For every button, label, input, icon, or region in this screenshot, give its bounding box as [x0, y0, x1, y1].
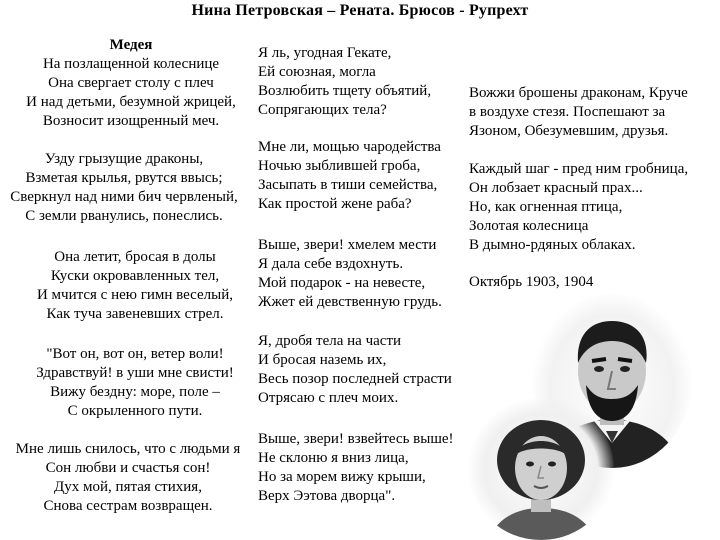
- poem-line: Каждый шаг - пред ним гробница,: [469, 161, 689, 177]
- left-stanza-2: [0, 150, 248, 226]
- poem-line: Верх Ээтова дворца".: [258, 488, 396, 504]
- poem-line: Мне ли, мощью чародейства: [258, 139, 441, 155]
- poem-line: Сон любви и счастья сон!: [45, 460, 211, 476]
- poem-line: Возлюбить тщету объятий,: [258, 83, 432, 99]
- right-stanza-2: [469, 160, 688, 255]
- poem-line: С земли рванулись, понеслись.: [25, 208, 223, 224]
- poem-line: Здравствуй! в уши мне свисти!: [36, 365, 234, 381]
- poem-line: В дымно-рдяных облаках.: [469, 237, 636, 253]
- poem-line: Золотая колесница: [469, 218, 589, 234]
- left-stanza-1: [15, 36, 247, 131]
- poem-line: И мчится с нею гимн веселый,: [36, 287, 234, 303]
- poem-line: Выше, звери! взвейтесь выше!: [258, 431, 454, 447]
- poem-line: Весь позор последней страсти: [258, 371, 452, 387]
- poem-line: Ей союзная, могла: [258, 64, 376, 80]
- middle-stanza-2: [258, 138, 441, 214]
- poem-line: Сверкнул над ними бич червленый,: [10, 189, 238, 205]
- poem-line: Она свергает столу с плеч: [48, 75, 214, 91]
- poem-line: в воздухе стезя. Поспешают за: [469, 104, 666, 120]
- poem-line: Засыпать в тиши семейства,: [258, 177, 438, 193]
- portrait-woman-icon: [468, 398, 614, 540]
- poem-line: Возносит изощренный меч.: [42, 113, 220, 129]
- poem-line: Дух мой, пятая стихия,: [54, 479, 202, 495]
- poem-line: Я, дробя тела на части: [258, 333, 402, 349]
- middle-stanza-1: [258, 44, 431, 120]
- left-stanza-5: [8, 440, 248, 516]
- poem-line: Взметая крылья, рвутся ввысь;: [25, 170, 223, 186]
- poem-line: Мой подарок - на невесте,: [258, 275, 426, 291]
- poem-line: Но за морем вижу крыши,: [258, 469, 426, 485]
- poem-line: Ночью зыблившей гроба,: [258, 158, 421, 174]
- poem-line: Выше, звери! хмелем мести: [258, 237, 437, 253]
- poem-line: Вижу бездну: море, поле –: [50, 384, 220, 400]
- poem-line: Он лобзает красный прах...: [469, 180, 643, 196]
- poem-line: Но, как огненная птица,: [469, 199, 623, 215]
- poem-line: С окрыленного пути.: [67, 403, 203, 419]
- poem-line: Узду грызущие драконы,: [44, 151, 204, 167]
- poem-line: Вожжи брошены драконам, Круче: [469, 85, 688, 101]
- middle-stanza-3: [258, 236, 442, 312]
- poem-line: Жжет ей девственную грудь.: [258, 294, 442, 310]
- poem-line: Я ль, угодная Гекате,: [258, 45, 392, 61]
- poem-line: Не склоню я вниз лица,: [258, 450, 409, 466]
- poem-line: Язоном, Обезумевшим, друзья.: [469, 123, 669, 139]
- poem-line: Как простой жене раба?: [258, 196, 412, 212]
- poem-line: И над детьми, безумной жрицей,: [26, 94, 236, 110]
- poem-line: "Вот он, вот он, ветер воли!: [46, 346, 224, 362]
- poem-date: Октябрь 1903, 1904: [469, 274, 594, 290]
- middle-stanza-4: [258, 332, 452, 408]
- poem-line: Я дала себе вздохнуть.: [258, 256, 404, 272]
- poem-line: На позлащенной колеснице: [42, 56, 220, 72]
- left-stanza-3: [22, 248, 248, 324]
- poem-line: Снова сестрам возвращен.: [43, 498, 213, 514]
- poem-line: Куски окровавленных тел,: [50, 268, 220, 284]
- middle-stanza-5: [258, 430, 454, 506]
- right-stanza-1: [469, 84, 688, 141]
- poem-line: Отрясаю с плеч моих.: [258, 390, 399, 406]
- poem-line: И бросая наземь их,: [258, 352, 387, 368]
- left-stanza-4: [22, 345, 248, 421]
- page-title: Нина Петровская – Рената. Брюсов - Рупрехт: [191, 2, 529, 19]
- poem-heading: Медея: [109, 37, 153, 53]
- poem-line: Мне лишь снилось, что с людьми я: [15, 441, 241, 457]
- poem-line: Сопрягающих тела?: [258, 102, 387, 118]
- poem-line: Как туча завеневших стрел.: [46, 306, 224, 322]
- poem-line: Она летит, бросая в долы: [54, 249, 216, 265]
